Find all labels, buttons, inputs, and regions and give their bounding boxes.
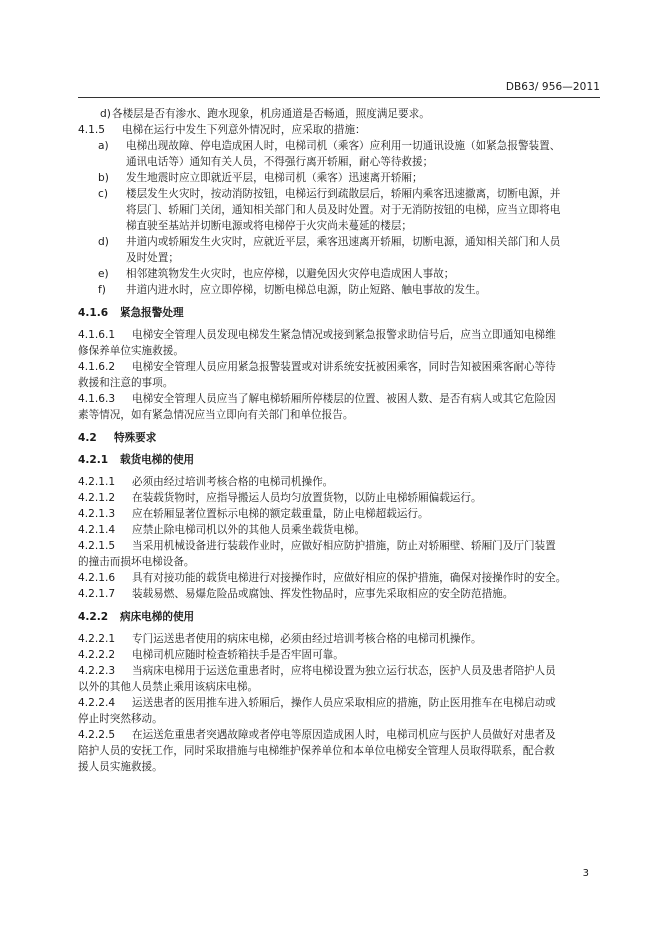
item-text: 梯直驶至基站并切断电源或将电梯停于火灾尚未蔓延的楼层； <box>126 220 413 232</box>
section-number: 4.2.2 <box>78 611 109 623</box>
section-title: 紧急报警处理 <box>120 307 184 319</box>
paragraph <box>78 522 600 538</box>
list-item <box>72 106 600 122</box>
list-item <box>78 266 600 282</box>
clause-number: 4.2.2.5 <box>78 729 116 741</box>
clause-text: 电梯在运行中发生下列意外情况时，应采取的措施： <box>122 124 366 136</box>
clause-number: 4.1.6.1 <box>78 329 116 341</box>
section-number: 4.2.1 <box>78 454 109 466</box>
clause-text: 停止时突然移动。 <box>78 713 163 725</box>
clause-text: 修保养单位实施救援。 <box>78 345 184 357</box>
list-item <box>78 282 600 298</box>
item-text: 及时处置； <box>126 252 179 264</box>
paragraph <box>78 727 600 775</box>
item-label: c) <box>98 188 108 200</box>
clause-number: 4.2.2.4 <box>78 697 116 709</box>
section-heading-4-2 <box>78 430 600 446</box>
item-text: 电梯出现故障、停电造成困人时，电梯司机（乘客）应利用一切通讯设施（如紧急报警装置、 <box>126 140 561 152</box>
item-label: f) <box>98 284 106 296</box>
paragraph <box>78 538 600 570</box>
item-label: d) <box>100 108 111 120</box>
clause-number: 4.2.1.7 <box>78 588 116 600</box>
clause-text: 专门运送患者使用的病床电梯，必须由经过培训考核合格的电梯司机操作。 <box>132 633 482 645</box>
item-text: 将层门、轿厢门关闭，通知相关部门和人员及时处置。对于无消防按钮的电梯，应当立即将电 <box>126 204 561 216</box>
paragraph <box>78 570 600 586</box>
paragraph <box>78 695 600 727</box>
paragraph <box>78 474 600 490</box>
clause-number: 4.2.1.4 <box>78 524 116 536</box>
item-text: 井道内进水时，应立即停梯，切断电梯总电源，防止短路、触电事故的发生。 <box>126 284 487 296</box>
document-body <box>78 106 600 775</box>
section-number: 4.2 <box>78 432 97 444</box>
item-label: e) <box>98 268 109 280</box>
item-text: 发生地震时应立即就近平层，电梯司机（乘客）迅速离开轿厢； <box>126 172 423 184</box>
section-number: 4.1.6 <box>78 307 109 319</box>
section-heading-4-1-6 <box>78 305 600 321</box>
clause-number: 4.2.1.1 <box>78 476 116 488</box>
clause-text: 援人员实施救援。 <box>78 761 163 773</box>
clause-number: 4.1.5 <box>78 124 105 136</box>
list-item <box>78 234 600 266</box>
clause-text: 救援和注意的事项。 <box>78 377 174 389</box>
item-label: d) <box>98 236 109 248</box>
clause-text: 在装载货物时，应指导搬运人员均匀放置货物，以防止电梯轿厢偏载运行。 <box>132 492 482 504</box>
clause-number: 4.2.2.1 <box>78 633 116 645</box>
clause-4-1-5 <box>78 122 600 138</box>
clause-text: 运送患者的医用推车进入轿厢后，操作人员应采取相应的措施，防止医用推车在电梯启动或 <box>132 697 556 709</box>
clause-text: 应禁止除电梯司机以外的其他人员乘坐载货电梯。 <box>132 524 366 536</box>
clause-text: 具有对接功能的载货电梯进行对接操作时，应做好相应的保护措施，确保对接操作时的安全。 <box>132 572 567 584</box>
clause-text: 电梯司机应随时检查轿箱扶手是否牢固可靠。 <box>132 649 344 661</box>
paragraph <box>78 506 600 522</box>
section-heading-4-2-2 <box>78 609 600 625</box>
list-item <box>78 186 600 234</box>
item-text: 各楼层是否有渗水、跑水现象，机房通道是否畅通，照度满足要求。 <box>112 108 430 120</box>
clause-text: 在运送危重患者突遇故障或者停电等原因造成困人时，电梯司机应与医护人员做好对患者及 <box>132 729 556 741</box>
section-title: 载货电梯的使用 <box>120 454 195 466</box>
clause-number: 4.2.2.2 <box>78 649 116 661</box>
clause-number: 4.2.1.6 <box>78 572 116 584</box>
paragraph <box>78 327 600 359</box>
paragraph <box>78 391 600 423</box>
clause-number: 4.1.6.3 <box>78 393 116 405</box>
item-label: a) <box>98 140 109 152</box>
section-title: 病床电梯的使用 <box>120 611 195 623</box>
paragraph <box>78 631 600 647</box>
item-text: 楼层发生火灾时，按动消防按钮，电梯运行到疏散层后，轿厢内乘客迅速撤离，切断电源，并 <box>126 188 561 200</box>
page-number: 3 <box>582 868 589 879</box>
section-heading-4-2-1 <box>78 452 600 468</box>
clause-number: 4.2.2.3 <box>78 665 116 677</box>
paragraph <box>78 663 600 695</box>
clause-number: 4.1.6.2 <box>78 361 116 373</box>
item-label: b) <box>98 172 109 184</box>
paragraph <box>78 490 600 506</box>
clause-text: 应在轿厢显著位置标示电梯的额定载重量，防止电梯超载运行。 <box>132 508 429 520</box>
item-text: 通讯电话等）通知有关人员，不得强行离开轿厢，耐心等待救援； <box>126 156 434 168</box>
item-text: 井道内或轿厢发生火灾时，应就近平层，乘客迅速离开轿厢，切断电源，通知相关部门和人员 <box>126 236 561 248</box>
clause-number: 4.2.1.2 <box>78 492 116 504</box>
clause-text: 必须由经过培训考核合格的电梯司机操作。 <box>132 476 334 488</box>
paragraph <box>78 586 600 602</box>
clause-text: 电梯安全管理人员发现电梯发生紧急情况或接到紧急报警求助信号后，应当立即通知电梯维 <box>132 329 556 341</box>
clause-text: 当病床电梯用于运送危重患者时，应将电梯设置为独立运行状态，医护人员及患者陪护人员 <box>132 665 556 677</box>
header-rule <box>78 97 600 98</box>
paragraph <box>78 647 600 663</box>
clause-number: 4.2.1.3 <box>78 508 116 520</box>
item-text: 相邻建筑物发生火灾时，也应停梯，以避免因火灾停电造成困人事故； <box>126 268 455 280</box>
clause-number: 4.2.1.5 <box>78 540 116 552</box>
clause-text: 电梯安全管理人员应用紧急报警装置或对讲系统安抚被困乘客，同时告知被困乘客耐心等待 <box>132 361 556 373</box>
clause-text: 的撞击而损坏电梯设备。 <box>78 556 195 568</box>
clause-text: 装载易燃、易爆危险品或腐蚀、挥发性物品时，应事先采取相应的安全防范措施。 <box>132 588 514 600</box>
paragraph <box>78 359 600 391</box>
clause-text: 素等情况，如有紧急情况应当立即向有关部门和单位报告。 <box>78 409 354 421</box>
clause-text: 陪护人员的安抚工作，同时采取措施与电梯维护保养单位和本单位电梯安全管理人员取得联系，配合救 <box>78 745 555 757</box>
clause-text: 当采用机械设备进行装载作业时，应做好相应防护措施，防止对轿厢壁、轿厢门及厅门装置 <box>132 540 556 552</box>
section-title: 特殊要求 <box>114 432 157 444</box>
clause-text: 电梯安全管理人员应当了解电梯轿厢所停楼层的位置、被困人数、是否有病人或其它危险因 <box>132 393 556 405</box>
clause-text: 以外的其他人员禁止乘用该病床电梯。 <box>78 681 259 693</box>
list-item <box>78 138 600 170</box>
standard-code: DB63/ 956—2011 <box>505 81 600 93</box>
list-item <box>78 170 600 186</box>
